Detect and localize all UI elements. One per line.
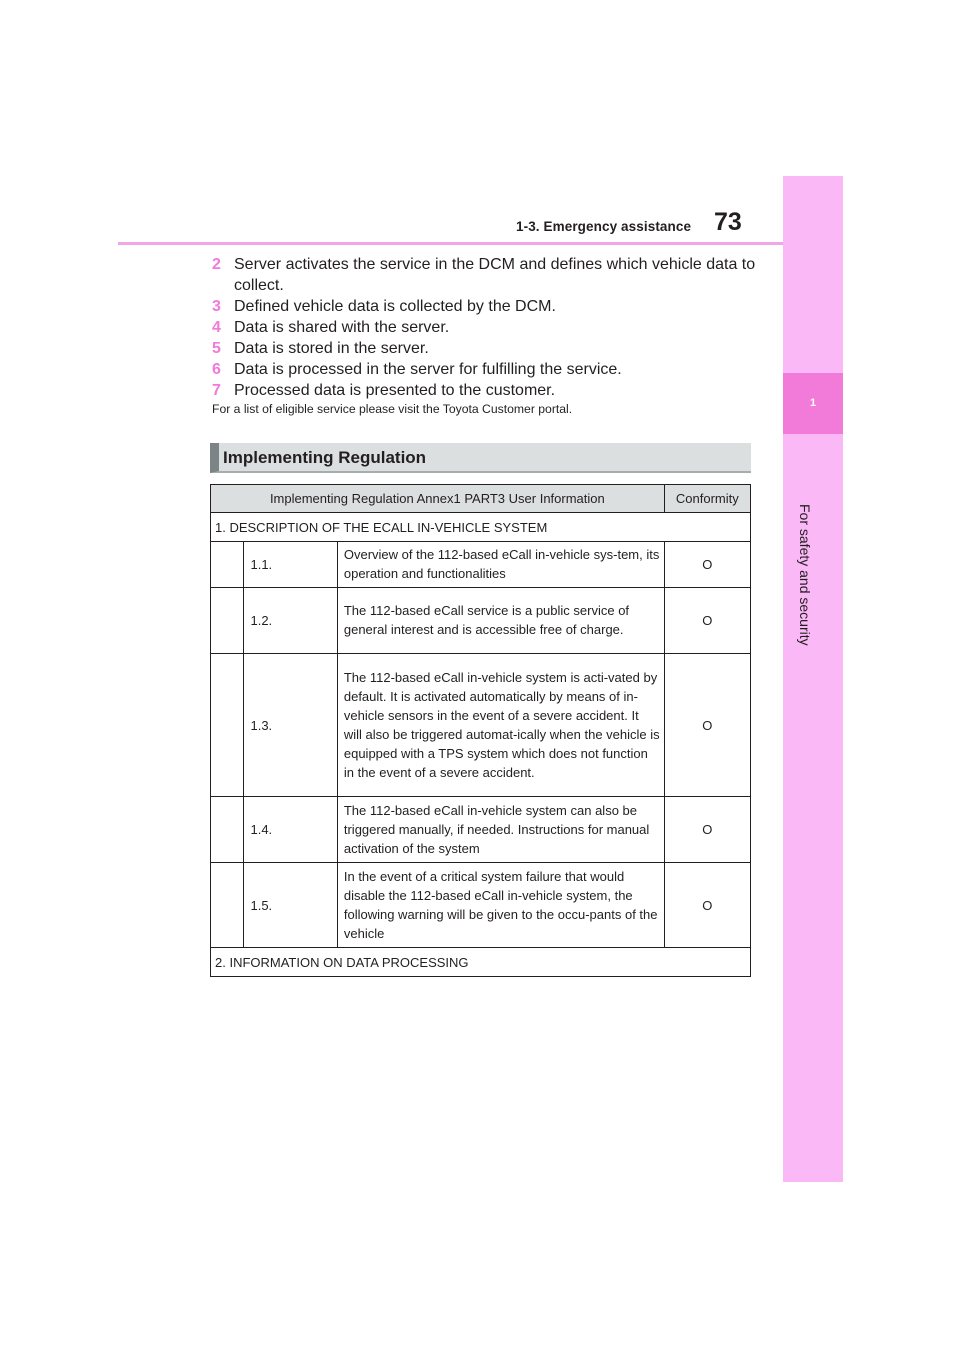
table-row	[211, 588, 751, 654]
table-row	[211, 863, 751, 948]
row-description: In the event of a critical system failure that would disable the 112-based eCall in-vehicle system, the following warning will be given to the occu-pants of the vehicle	[337, 863, 664, 948]
row-conformity: O	[664, 542, 750, 588]
list-item	[212, 380, 757, 401]
step-list	[212, 254, 757, 401]
table-row	[211, 654, 751, 797]
table-row	[211, 797, 751, 863]
indent-cell	[211, 654, 244, 797]
row-number: 1.5.	[244, 863, 337, 948]
table-section-row	[211, 513, 751, 542]
table-row	[211, 542, 751, 588]
section-description: 1. DESCRIPTION OF THE ECALL IN-VEHICLE SYSTEM	[211, 513, 751, 542]
step-number: 6	[212, 361, 221, 378]
section-title: 1-3. Emergency assistance	[516, 219, 692, 234]
chapter-side-tab	[783, 176, 843, 1182]
side-tab-divider	[783, 432, 843, 434]
step-number: 4	[212, 319, 221, 336]
column-header-information: Implementing Regulation Annex1 PART3 User Information	[211, 485, 665, 513]
row-number: 1.4.	[244, 797, 337, 863]
indent-cell	[211, 863, 244, 948]
chapter-title: For safety and security	[797, 504, 813, 646]
step-number: 7	[212, 382, 221, 399]
step-text: Data is shared with the server.	[234, 319, 450, 336]
list-item	[212, 338, 757, 359]
step-text: Defined vehicle data is collected by the DCM.	[234, 298, 556, 315]
row-description: The 112-based eCall in-vehicle system can also be triggered manually, if needed. Instructions for manual activation of the system	[337, 797, 664, 863]
row-conformity: O	[664, 863, 750, 948]
indent-cell	[211, 797, 244, 863]
list-item	[212, 254, 757, 296]
row-number: 1.2.	[244, 588, 337, 654]
table-section-row	[211, 948, 751, 977]
indent-cell	[211, 588, 244, 654]
indent-cell	[211, 542, 244, 588]
row-description: The 112-based eCall service is a public service of general interest and is accessible free of charge.	[337, 588, 664, 654]
step-number: 5	[212, 340, 221, 357]
row-conformity: O	[664, 588, 750, 654]
regulation-table	[210, 484, 751, 977]
step-text: Processed data is presented to the customer.	[234, 382, 556, 399]
table-header-row	[211, 485, 751, 513]
column-header-conformity: Conformity	[664, 485, 750, 513]
chapter-number: 1	[809, 396, 817, 409]
step-text: Server activates the service in the DCM and defines which vehicle data to collect.	[234, 256, 756, 294]
header-divider	[118, 242, 783, 245]
row-description: The 112-based eCall in-vehicle system is acti-vated by default. It is activated automatically by means of in-vehicle sensors in the event of a severe accident. It will also be triggered automat-ically when the vehicle is equipped with a TPS system which does not function in the event of a severe accident.	[337, 654, 664, 797]
step-number: 2	[212, 256, 221, 273]
row-number: 1.3.	[244, 654, 337, 797]
list-item	[212, 359, 757, 380]
section-data-processing: 2. INFORMATION ON DATA PROCESSING	[211, 948, 751, 977]
step-text: Data is processed in the server for fulfilling the service.	[234, 361, 622, 378]
portal-note: For a list of eligible service please visit the Toyota Customer portal.	[212, 402, 573, 416]
step-number: 3	[212, 298, 221, 315]
step-text: Data is stored in the server.	[234, 340, 429, 357]
row-conformity: O	[664, 797, 750, 863]
row-number: 1.1.	[244, 542, 337, 588]
row-description: Overview of the 112-based eCall in-vehicle sys-tem, its operation and functionalities	[337, 542, 664, 588]
list-item	[212, 296, 757, 317]
row-conformity: O	[664, 654, 750, 797]
section-heading: Implementing Regulation	[210, 443, 751, 473]
list-item	[212, 317, 757, 338]
chapter-number-tab[interactable]	[783, 373, 843, 432]
page-number: 73	[714, 208, 742, 236]
